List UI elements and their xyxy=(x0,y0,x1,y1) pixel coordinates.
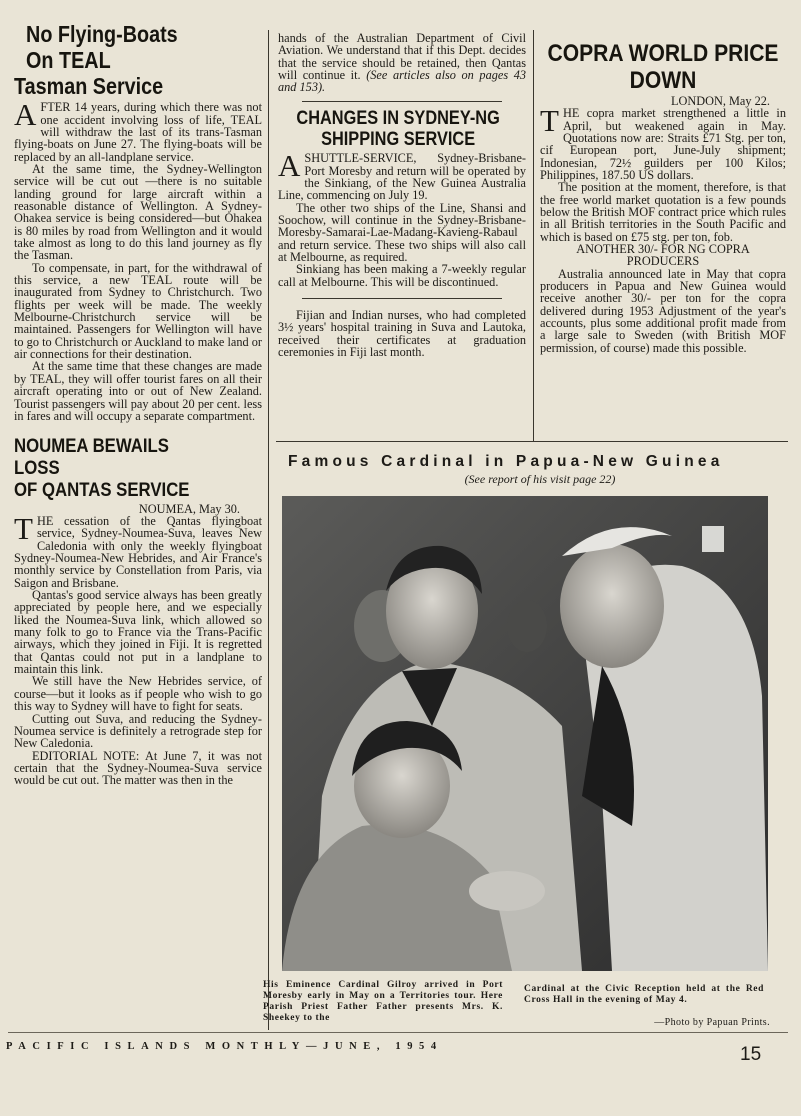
headline-line: On TEAL xyxy=(26,46,111,73)
headline-shipping xyxy=(282,108,514,151)
page-number: 15 xyxy=(740,1044,762,1065)
paragraph: The position at the moment, therefore, is that the free world market quotation is a few pounds below the British MOF contract price which rules in all British territories in the South Pacific and which is based on £75 stg. per ton, fob. xyxy=(540,180,786,244)
paragraph: hands of the Australian Department of Civil Aviation. We understand that if this Dept. decides that the service should be retained, then Qantas will continue it. xyxy=(278,31,526,83)
subheading: ANOTHER 30/- FOR NG COPRA PRODUCERS xyxy=(576,242,750,269)
article-teal xyxy=(14,97,262,423)
drop-cap: T xyxy=(540,103,559,139)
drop-cap: A xyxy=(14,97,37,133)
paragraph: At the same time, the Sydney-Wellington service will be cut out —there is no suitable landing ground for large aircraft within a reasonable distance of Wellington. A Sydney-Ohakea service is being considered—but Ohakea is 80 miles by road from Wellington and it would take almost as long to do this land journey as fly the Tasman. xyxy=(14,161,262,263)
photo-caption-right: Cardinal at the Civic Reception held at the Red Cross Hall in the evening of May 4. xyxy=(524,984,764,1005)
paragraph: We still have the New Hebrides service, of course—but it looks as if people who wish to go this way to Sydney will have to fight for seats. xyxy=(14,674,262,714)
paragraph: EDITORIAL NOTE: At June 7, it was not certain that the Sydney-Noumea-Suva service would be cut out. The matter was then in the xyxy=(14,748,262,788)
column-rule xyxy=(533,30,534,442)
left-column xyxy=(14,22,262,787)
paragraph: SHUTTLE-SERVICE, Sydney-Brisbane-Port Moresby and return will be operated by the Sinkiang, of the New Guinea Australia Line, commencing on July 19. xyxy=(278,151,526,203)
feature-rule xyxy=(276,441,788,442)
article-nurses: Fijian and Indian nurses, who had completed 3½ years' hospital training in Suva and Lautoka, received their certificates at graduation ceremonies in Fiji last month. xyxy=(278,308,526,360)
headline-noumea xyxy=(14,436,246,501)
photo-subheading: (See report of his visit page 22) xyxy=(464,472,616,486)
paragraph: Australia announced late in May that copra producers in Papua and New Guinea would receive another 30/- per ton for the copra delivered during 1953 Adjustment of the year's accounts, plus some additional profit made from a large sale to Sweden (with British MOF permission, of course) made this possible. xyxy=(540,266,786,355)
magazine-footer: PACIFIC ISLANDS MONTHLY—JUNE, 1954 xyxy=(6,1041,443,1052)
paragraph: Sinkiang has been making a 7-weekly regular call at Melbourne. This will be discontinued. xyxy=(278,262,526,289)
column-rule xyxy=(268,30,269,1030)
headline-line: Tasman Service xyxy=(14,72,164,99)
headline-line: CHANGES IN SYDNEY-NG xyxy=(296,107,500,129)
paragraph: The other two ships of the Line, Shansi and Soochow, will continue in the Sydney-Brisbane-Moresby-Samarai-Lae-Madang-Kavieng-Rabaul and return service. These two ships will also call at Melbourne, as required. xyxy=(278,200,526,264)
headline-copra xyxy=(540,40,786,95)
paragraph: Cutting out Suva, and reducing the Sydney-Noumea service is definitely a retrograde step for New Caledonia. xyxy=(14,711,262,751)
headline-line: DOWN xyxy=(629,67,697,95)
headline-line: No Flying-Boats xyxy=(26,21,178,47)
see-also-note: (See articles also on pages 43 and 153). xyxy=(278,68,527,95)
paragraph: HE copra market strengthened a little in April, but weakened again in May. Quotations now are: Straits £71 Stg. per ton, cif European port, June-July shipment; Indonesian, 72½ guilders per 100 Kilos; Philippines, 187.50 US dollars. xyxy=(540,106,786,182)
dateline: LONDON, May 22. xyxy=(670,93,770,108)
section-rule xyxy=(302,101,502,102)
headline-line: NOUMEA BEWAILS xyxy=(14,435,169,458)
continued-text xyxy=(278,32,526,94)
headline-line: SHIPPING SERVICE xyxy=(321,128,476,150)
article-shipping xyxy=(278,148,526,289)
cardinal-photo xyxy=(282,496,768,971)
photo-credit: —Photo by Papuan Prints. xyxy=(654,1017,770,1028)
drop-cap: A xyxy=(278,148,301,184)
footer-rule xyxy=(8,1032,788,1033)
middle-column xyxy=(278,32,526,358)
article-noumea xyxy=(14,503,262,787)
photo-heading: Famous Cardinal in Papua-New Guinea xyxy=(288,453,724,470)
paragraph: To compensate, in part, for the withdrawal of this service, a new TEAL route will be inaugurated from Sydney to Christchurch. Two flights per week will be made. The weekly Melbourne-Christchurch service will be maintained. Passengers for Wellington will have to go to Christchurch or Auckland to make land or air connections for their destination. xyxy=(14,260,262,362)
article-copra xyxy=(540,95,786,354)
headline-line: LOSS xyxy=(14,457,60,480)
drop-cap: T xyxy=(14,511,33,547)
paragraph: Qantas's good service always has been greatly appreciated by people here, and we especially liked the Noumea-Suva link, which allowed so many folk to go to France via the Trans-Pacific airways, which they joined in Fiji. It is regretted that Qantas could not put in a landplane to maintain this link. xyxy=(14,588,262,677)
photo-illustration xyxy=(282,496,768,971)
right-column xyxy=(540,32,786,354)
paragraph: FTER 14 years, during which there was not one accident involving loss of life, TEAL will withdraw the last of its trans-Tasman flying-boats on June 27. The flying-boats will be replaced by an all-landplane service. xyxy=(14,100,262,164)
photo-caption-left: His Eminence Cardinal Gilroy arrived in Port Moresby early in May on a Territories tour. Here Parish Priest Father Father presents Mrs. K. Sheekey to the xyxy=(263,980,503,1023)
headline-teal xyxy=(14,22,255,99)
headline-line: OF QANTAS SERVICE xyxy=(14,478,190,501)
dateline: NOUMEA, May 30. xyxy=(138,501,240,516)
headline-line: COPRA WORLD PRICE xyxy=(547,40,779,67)
paragraph: HE cessation of the Qantas flyingboat service, Sydney-Noumea-Suva, leaves New Caledonia with only the weekly flyingboat Sydney-Noumea-New Hebrides, and Air France's monthly service by Constellation from Paris, via Saigon and Brisbane. xyxy=(14,514,262,590)
section-rule xyxy=(302,298,502,299)
paragraph: At the same time that these changes are made by TEAL, they will offer tourist fares on all their aircraft operating into or out of New Zealand. Tourist passengers will pay about 20 per cent. less in fares and will occupy a separate compartment. xyxy=(14,359,262,423)
